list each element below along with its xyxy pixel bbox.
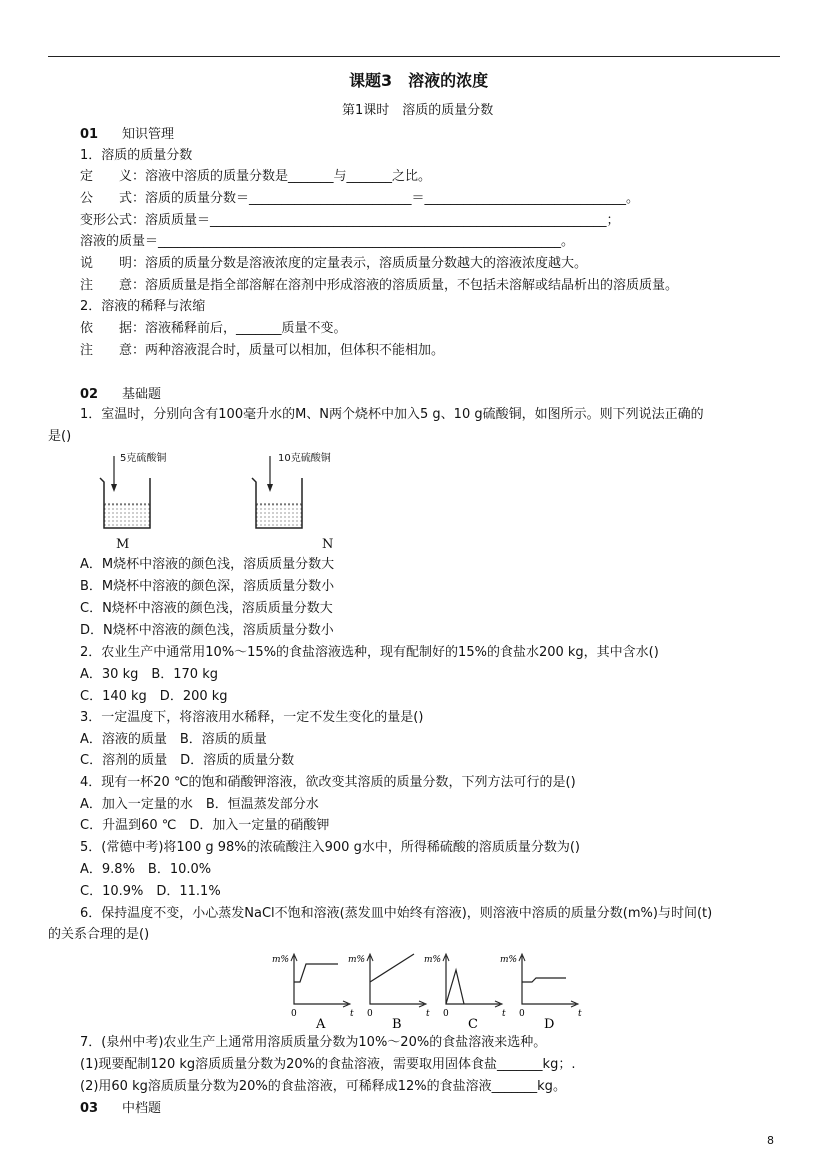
graph-d	[500, 954, 582, 1032]
graph-letter: B	[392, 1017, 402, 1032]
graph-axes	[370, 956, 424, 1004]
graph-letter: A	[316, 1017, 326, 1032]
graph-a	[272, 954, 354, 1032]
graph-axes	[522, 956, 576, 1004]
graph-letter: D	[544, 1017, 555, 1032]
question-1-cont: 是()	[48, 429, 72, 444]
graph-y-label: m%	[500, 955, 518, 965]
graph-origin: 0	[443, 1009, 449, 1019]
option: C．溶剂的质量 D．溶质的质量分数	[80, 753, 295, 768]
graph-y-label: m%	[348, 955, 366, 965]
question-6: 6．保持温度不变，小心蒸发NaCl不饱和溶液(蒸发皿中始终有溶液)，则溶液中溶质的质量分数(m%)与时间(t)	[80, 906, 713, 921]
graph-origin: 0	[291, 1009, 297, 1019]
beaker-m-name: M	[116, 537, 130, 552]
variant-formula-line: 溶液的质量＝______________________________________________________________。	[80, 234, 575, 249]
graphs-figure	[270, 946, 590, 1032]
option: C．140 kg D．200 kg	[80, 689, 228, 704]
option: D．N烧杯中溶液的颜色浅，溶质质量分数小	[80, 623, 334, 638]
graph-x-label: t	[502, 1009, 506, 1019]
section-heading: 知识管理	[122, 127, 175, 142]
subheading: 1．溶质的质量分数	[80, 148, 193, 163]
graph-origin: 0	[367, 1009, 373, 1019]
graph-y-label: m%	[272, 955, 290, 965]
option: C．N烧杯中溶液的颜色浅，溶质质量分数大	[80, 601, 333, 616]
section-number: 01	[80, 127, 99, 142]
graph-letter: C	[468, 1017, 478, 1032]
basis-line: 依 据：溶液稀释前后，_______质量不变。	[80, 321, 347, 336]
explanation-line: 说 明：溶质的质量分数是溶液浓度的定量表示，溶质质量分数越大的溶液浓度越大。	[80, 256, 588, 271]
subheading: 2．溶液的稀释与浓缩	[80, 299, 206, 314]
page-subtitle: 第1课时 溶质的质量分数	[342, 103, 494, 118]
graph-curve	[522, 978, 566, 982]
page-title: 课题3 溶液的浓度	[349, 71, 489, 90]
option: C．10.9% D．11.1%	[80, 884, 221, 899]
graph-curve	[370, 954, 414, 982]
option: C．升温到60 ℃ D．加入一定量的硝酸钾	[80, 818, 330, 833]
question-7: 7．(泉州中考)农业生产上通常用溶质质量分数为10%～20%的食盐溶液来选种。	[80, 1035, 547, 1050]
section-heading: 基础题	[122, 387, 162, 402]
option: B．M烧杯中溶液的颜色深，溶质质量分数小	[80, 579, 335, 594]
beaker-n-label: 10克硫酸铜	[278, 453, 331, 464]
header-rule	[48, 56, 780, 57]
question-6-cont: 的关系合理的是()	[48, 927, 150, 942]
beaker-n-name: N	[322, 537, 334, 552]
graph-curve	[294, 964, 338, 982]
question-7-part-2: (2)用60 kg溶质质量分数为20%的食盐溶液，可稀释成12%的食盐溶液_______kg。	[80, 1079, 566, 1094]
note-line: 注 意：溶质质量是指全部溶解在溶剂中形成溶液的溶质质量，不包括未溶解或结晶析出的溶质质量。	[80, 278, 679, 293]
option: A．9.8% B．10.0%	[80, 862, 212, 877]
option: A．30 kg B．170 kg	[80, 667, 218, 682]
variant-formula-line: 变形公式：溶质质量＝_____________________________________________________________；	[80, 213, 620, 228]
graph-axes	[446, 956, 500, 1004]
option: A．M烧杯中溶液的颜色浅，溶质质量分数大	[80, 557, 335, 572]
question-5: 5．(常德中考)将100 g 98%的浓硫酸注入900 g水中，所得稀硫酸的溶质质量分数为()	[80, 840, 580, 855]
option: A．溶液的质量 B．溶质的质量	[80, 732, 267, 747]
question-1: 1．室温时，分别向含有100毫升水的M、N两个烧杯中加入5 g、10 g硫酸铜，如图所示。则下列说法正确的	[80, 407, 704, 422]
note-line: 注 意：两种溶液混合时，质量可以相加，但体积不能相加。	[80, 343, 445, 358]
graphs-svg	[270, 946, 590, 1032]
section-number: 02	[80, 387, 99, 402]
section-heading: 中档题	[122, 1101, 162, 1116]
graph-c	[424, 954, 506, 1032]
question-2: 2．农业生产中通常用10%～15%的食盐溶液选种，现有配制好的15%的食盐水200 kg，其中含水()	[80, 645, 659, 660]
graph-y-label: m%	[424, 955, 442, 965]
question-7-part-1: (1)现要配制120 kg溶质质量分数为20%的食盐溶液，需要取用固体食盐_______kg；.	[80, 1057, 576, 1072]
section-number: 03	[80, 1101, 99, 1116]
graph-x-label: t	[426, 1009, 430, 1019]
beaker-m-label: 5克硫酸铜	[120, 453, 167, 464]
graph-x-label: t	[578, 1009, 582, 1019]
question-4: 4．现有一杯20 ℃的饱和硝酸钾溶液，欲改变其溶质的质量分数，下列方法可行的是()	[80, 775, 576, 790]
formula-line: 公 式：溶质的质量分数＝_________________________＝_______________________________。	[80, 191, 640, 206]
graph-axes	[294, 956, 348, 1004]
graph-x-label: t	[350, 1009, 354, 1019]
page-number: 8	[767, 1134, 774, 1147]
question-3: 3．一定温度下，将溶液用水稀释，一定不发生变化的量是()	[80, 710, 424, 725]
definition-line: 定 义：溶液中溶质的质量分数是_______与_______之比。	[80, 169, 432, 184]
graph-b	[348, 954, 430, 1032]
graph-curve	[446, 970, 464, 1004]
option: A．加入一定量的水 B．恒温蒸发部分水	[80, 797, 319, 812]
graph-origin: 0	[519, 1009, 525, 1019]
